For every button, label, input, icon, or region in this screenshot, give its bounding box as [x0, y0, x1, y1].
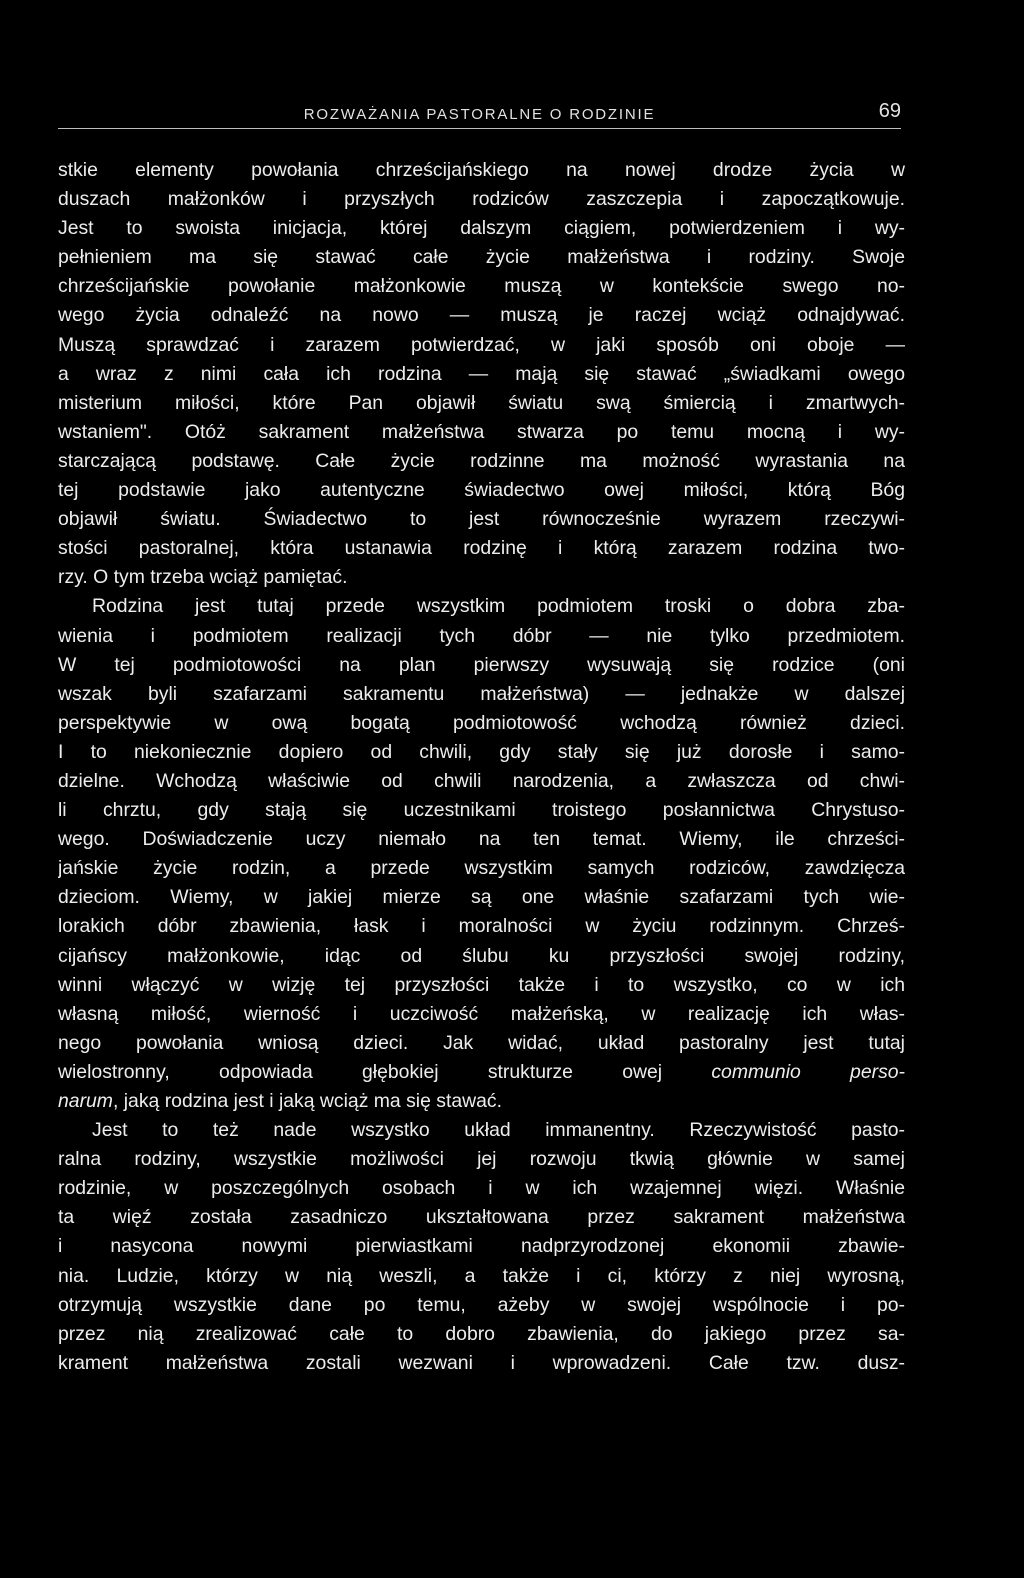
text-line: stkie elementy powołania chrześcijańskiego na nowej drodze życia w [58, 159, 905, 181]
page-number: 69 [878, 100, 901, 122]
text-line: nia. Ludzie, którzy w nią weszli, a także i ci, którzy z niej wyrosną, [58, 1264, 905, 1287]
text-line: rzy. O tym trzeba wciąż pamiętać. [58, 566, 348, 589]
text-line: W tej podmiotowości na plan pierwszy wysuwają się rodzice (oni [58, 653, 905, 676]
text-line: ralna rodziny, wszystkie możliwości jej rozwoju tkwią głównie w samej [58, 1148, 905, 1171]
paragraph [58, 592, 905, 1116]
text-line: i nasycona nowymi pierwiastkami nadprzyrodzonej ekonomii zbawie- [58, 1235, 905, 1258]
text-line: tej podstawie jako autentyczne świadectwo owej miłości, którą Bóg [58, 479, 905, 502]
text-line: przez nią zrealizować całe to dobro zbawienia, do jakiego przez sa- [58, 1322, 905, 1345]
text-line: nego powołania wniosą dzieci. Jak widać, układ pastoralny jest tutaj [58, 1031, 905, 1054]
text-line: otrzymują wszystkie dane po temu, ażeby w swojej wspólnocie i po- [58, 1293, 905, 1316]
text-line: dzielne. Wchodzą właściwie od chwili narodzenia, a zwłaszcza od chwi- [58, 769, 905, 792]
text-line [58, 1087, 905, 1116]
running-header [58, 96, 901, 129]
text-line: wego. Doświadczenie uczy niemało na ten temat. Wiemy, ile chrześci- [58, 828, 905, 851]
running-title: ROZWAŻANIA PASTORALNE O RODZINIE [303, 106, 656, 123]
paragraph [58, 156, 905, 592]
text-line: a wraz z nimi cała ich rodzina — mają się stawać „świadkami owego [58, 362, 905, 385]
text-line: Muszą sprawdzać i zarazem potwierdzać, w jaki sposób oni oboje — [58, 333, 905, 356]
text-line: duszach małżonków i przyszłych rodziców zaszczepia i zapoczątkowuje. [58, 188, 905, 211]
text-line: stości pastoralnej, która ustanawia rodzinę i którą zarazem rodzina two- [58, 537, 905, 560]
paragraph [58, 1116, 905, 1378]
text-line: objawił światu. Świadectwo to jest równocześnie wyrazem rzeczywi- [58, 508, 905, 531]
text-line: wszak byli szafarzami sakramentu małżeństwa) — jednakże w dalszej [58, 682, 905, 705]
text-line: perspektywie w ową bogatą podmiotowość wchodzą również dzieci. [58, 711, 905, 734]
text-line: wstaniem". Otóż sakrament małżeństwa stwarza po temu mocną i wy- [58, 420, 905, 443]
text-run: wielostronny, odpowiada głębokiej strukturze owej [58, 1060, 712, 1083]
text-line: wego życia odnaleźć na nowo — muszą je raczej wciąż odnajdywać. [58, 304, 905, 327]
text-line: rodzinie, w poszczególnych osobach i w ich wzajemnej więzi. Właśnie [58, 1177, 905, 1200]
text-line: starczającą podstawę. Całe życie rodzinne ma możność wyrastania na [58, 449, 905, 472]
text-line: wienia i podmiotem realizacji tych dóbr — nie tylko przedmiotem. [58, 624, 905, 647]
text-line: ta więź została zasadniczo ukształtowana przez sakrament małżeństwa [58, 1206, 905, 1229]
latin-phrase: narum [58, 1090, 113, 1112]
body-text [58, 156, 905, 1378]
text-line: lorakich dóbr zbawienia, łask i moralności w życiu rodzinnym. Chrześ- [58, 915, 905, 938]
text-line: Jest to też nade wszystko układ immanentny. Rzeczywistość pasto- [92, 1119, 905, 1142]
text-line: własną miłość, wierność i uczciwość małżeńską, w realizację ich włas- [58, 1002, 905, 1025]
text-line: Rodzina jest tutaj przede wszystkim podmiotem troski o dobra zba- [92, 595, 905, 618]
text-line: Jest to swoista inicjacja, której dalszym ciągiem, potwierdzeniem i wy- [58, 217, 905, 240]
text-line: misterium miłości, które Pan objawił światu swą śmiercią i zmartwych- [58, 391, 905, 414]
text-line: I to niekoniecznie dopiero od chwili, gdy stały się już dorosłe i samo- [58, 740, 905, 763]
text-line: dzieciom. Wiemy, w jakiej mierze są one właśnie szafarzami tych wie- [58, 886, 905, 909]
text-line: pełnieniem ma się stawać całe życie małżeństwa i rodziny. Swoje [58, 246, 905, 269]
text-run: , jaką rodzina jest i jaką wciąż ma się stawać. [112, 1090, 503, 1112]
text-line: winni włączyć w wizję tej przyszłości także i to wszystko, co w ich [58, 973, 905, 996]
text-line: cijańscy małżonkowie, idąc od ślubu ku przyszłości swojej rodziny, [58, 944, 905, 967]
latin-phrase: communio perso- [711, 1060, 905, 1083]
text-line: krament małżeństwa zostali wezwani i wprowadzeni. Całe tzw. dusz- [58, 1351, 905, 1374]
text-line: chrześcijańskie powołanie małżonkowie muszą w kontekście swego no- [58, 275, 905, 298]
text-line: li chrztu, gdy stają się uczestnikami troistego posłannictwa Chrystuso- [58, 799, 905, 822]
text-line: jańskie życie rodzin, a przede wszystkim samych rodziców, zawdzięcza [58, 857, 905, 880]
text-line [58, 1058, 905, 1087]
